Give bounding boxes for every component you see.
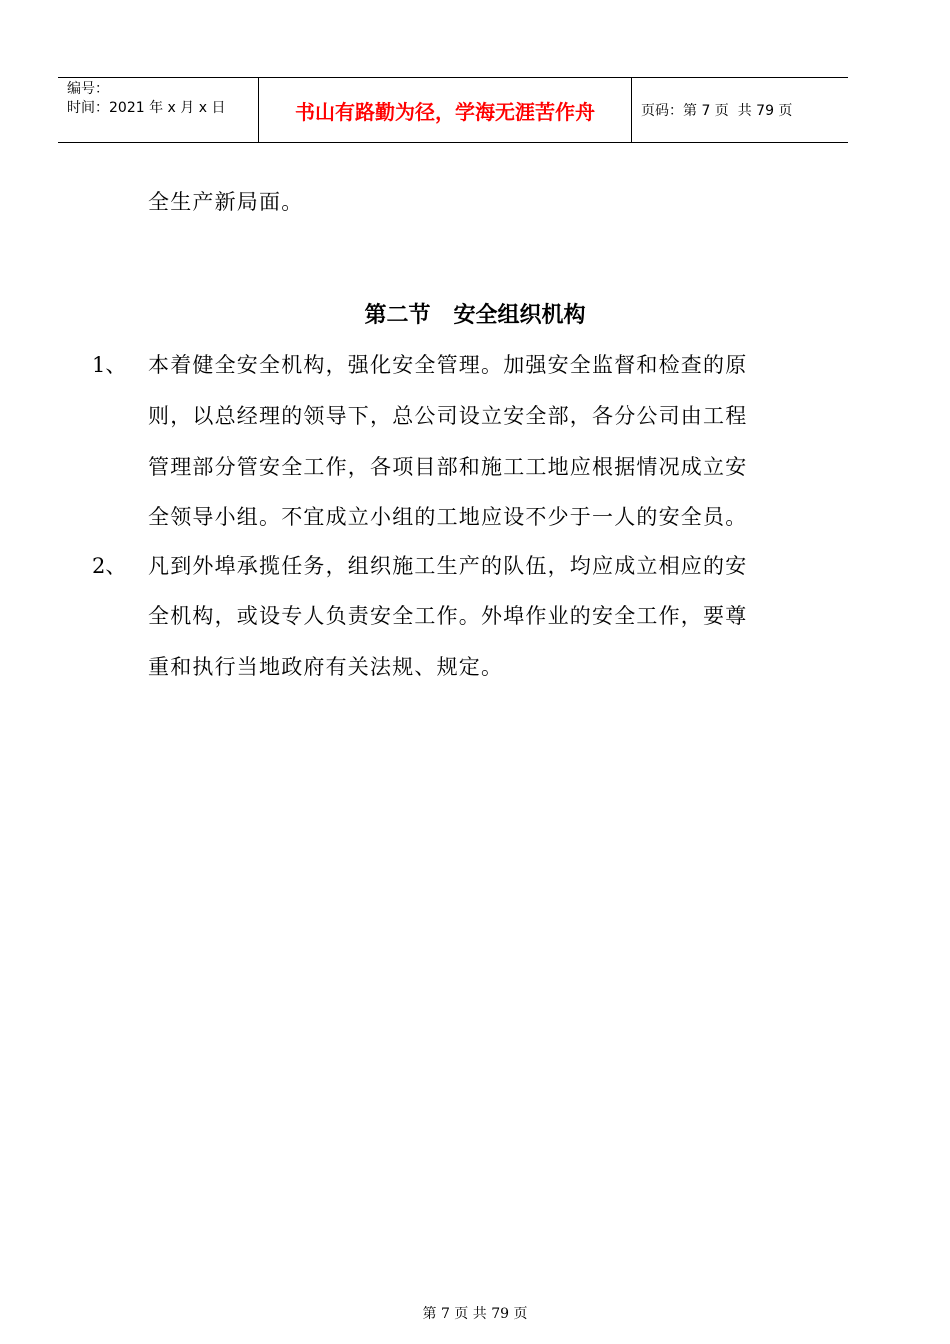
list-item-line: 全领导小组。不宜成立小组的工地应设不少于一人的安全员。 [148, 505, 748, 529]
page-header [58, 77, 848, 143]
list-item-line: 凡到外埠承揽任务，组织施工生产的队伍，均应成立相应的安 [148, 554, 748, 578]
header-page-cell [632, 78, 848, 142]
footer-page-number: 第 7 页 共 79 页 [422, 1306, 528, 1322]
list-item-line: 管理部分管安全工作，各项目部和施工工地应根据情况成立安 [148, 455, 748, 479]
header-meta-cell [58, 78, 259, 142]
document-code-label: 编号： [67, 81, 109, 97]
list-item-line: 本着健全安全机构，强化安全管理。加强安全监督和检查的原 [148, 353, 748, 377]
list-item-line: 则，以总经理的领导下，总公司设立安全部，各分公司由工程 [148, 404, 748, 428]
section-heading [0, 298, 950, 329]
list-item-line: 重和执行当地政府有关法规、规定。 [148, 655, 504, 679]
carryover-paragraph: 全生产新局面。 [148, 190, 304, 214]
list-item-number: 1、 [92, 353, 127, 377]
header-motto: 书山有路勤为径，学海无涯苦作舟 [259, 78, 632, 142]
header-page-number: 页码：第 7 页 共 79 页 [641, 103, 793, 119]
list-item-line: 全机构，或设专人负责安全工作。外埠作业的安全工作，要尊 [148, 604, 748, 628]
page-footer [0, 1303, 950, 1323]
document-time-label: 时间：2021 年 x 月 x 日 [67, 100, 226, 116]
list-item-number: 2、 [92, 554, 127, 578]
section-title-text: 第二节 安全组织机构 [364, 303, 586, 328]
